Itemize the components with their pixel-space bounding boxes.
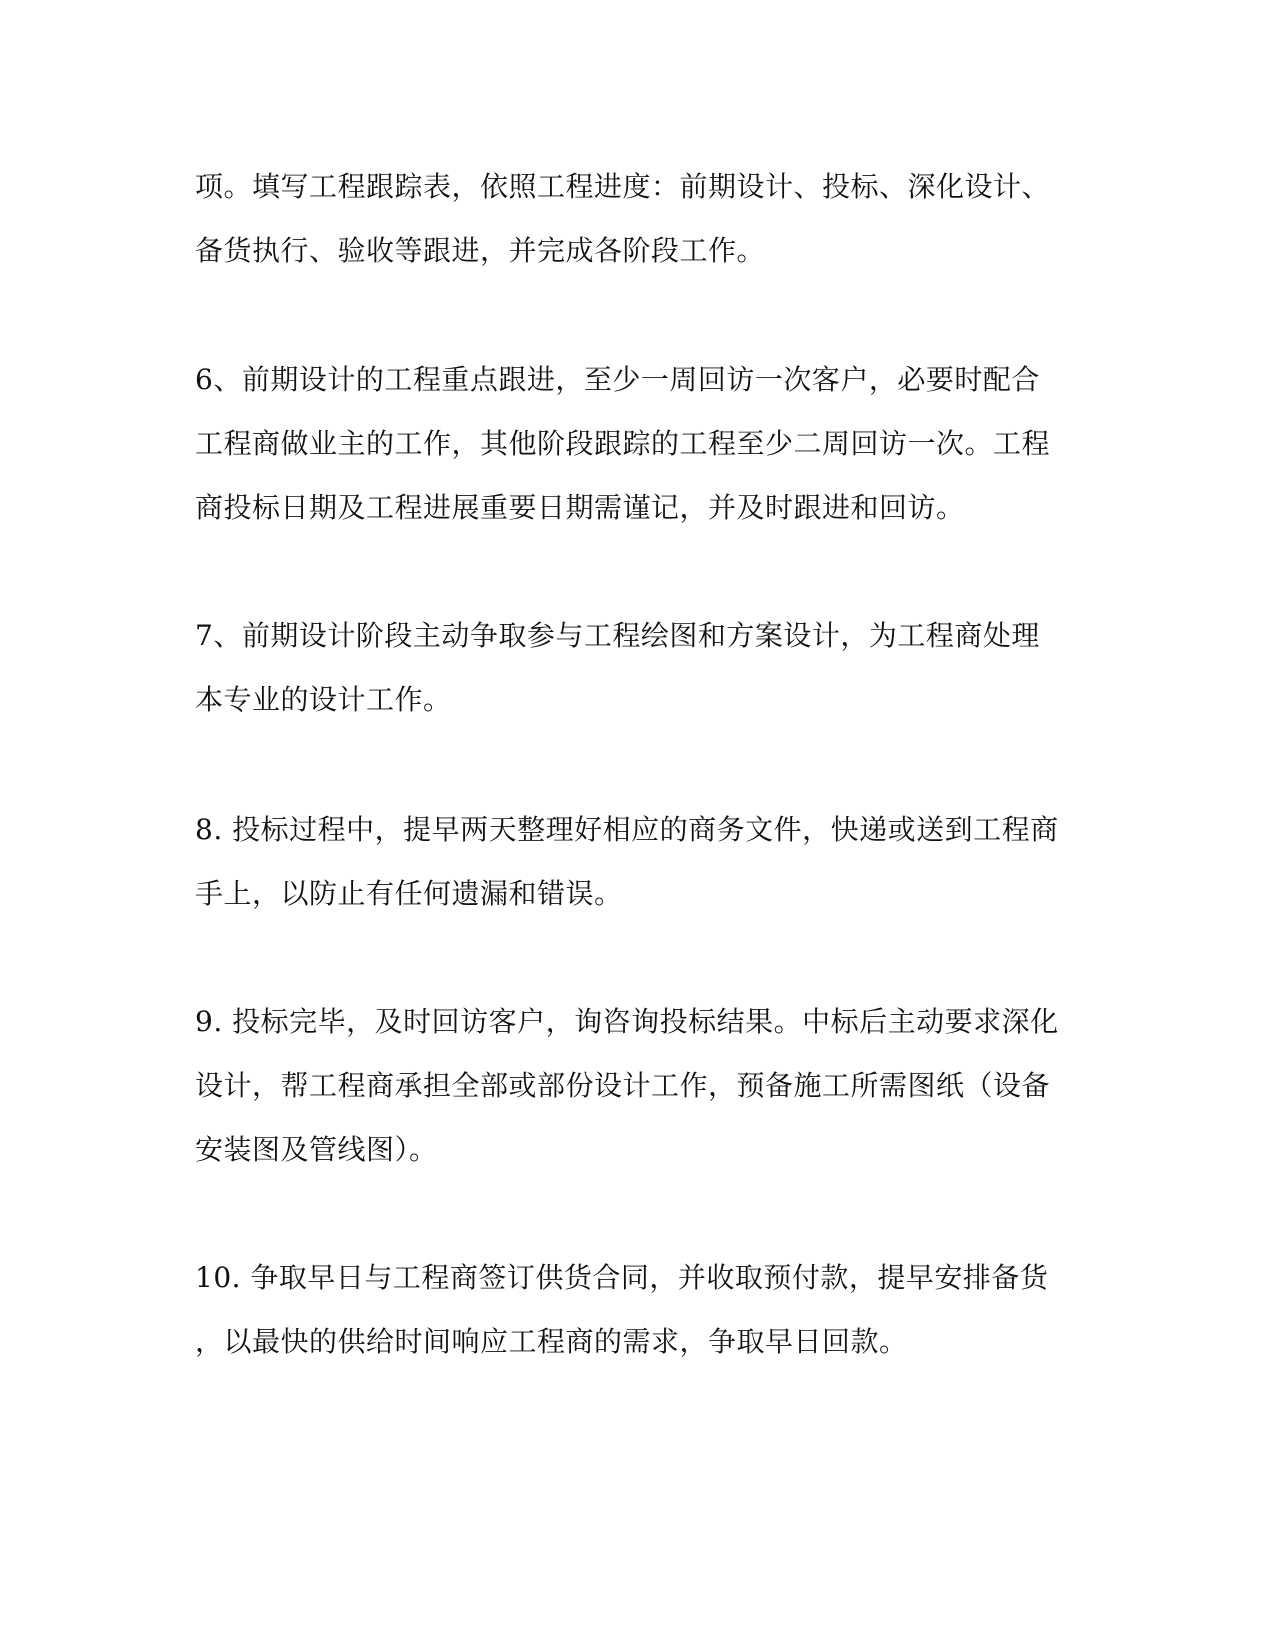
text-line: 工程商做业主的工作，其他阶段跟踪的工程至少二周回访一次。工程 — [195, 427, 1051, 460]
text-line: 7、前期设计阶段主动争取参与工程绘图和方案设计，为工程商处理 — [195, 619, 1040, 652]
paragraph-item-7 — [195, 604, 1095, 732]
text-line: 8. 投标过程中，提早两天整理好相应的商务文件，快递或送到工程商 — [195, 813, 1059, 846]
paragraph-item-6 — [195, 348, 1095, 540]
text-line: 10. 争取早日与工程商签订供货合同，并收取预付款，提早安排备货 — [195, 1261, 1049, 1294]
text-line: 6、前期设计的工程重点跟进，至少一周回访一次客户，必要时配合 — [195, 363, 1040, 396]
text-line: 本专业的设计工作。 — [195, 683, 452, 716]
text-line: ，以最快的供给时间响应工程商的需求，争取早日回款。 — [195, 1325, 908, 1358]
paragraph-item-9 — [195, 990, 1095, 1182]
text-line: 项。填写工程跟踪表，依照工程进度：前期设计、投标、深化设计、 — [195, 170, 1051, 203]
paragraph-continuation — [195, 155, 1095, 283]
text-line: 设计，帮工程商承担全部或部份设计工作，预备施工所需图纸（设备 — [195, 1069, 1051, 1102]
text-line: 商投标日期及工程进展重要日期需谨记，并及时跟进和回访。 — [195, 491, 965, 524]
text-line: 备货执行、验收等跟进，并完成各阶段工作。 — [195, 234, 766, 267]
paragraph-item-10 — [195, 1246, 1095, 1374]
text-line: 9. 投标完毕，及时回访客户，询咨询投标结果。中标后主动要求深化 — [195, 1005, 1059, 1038]
text-line: 手上，以防止有任何遗漏和错误。 — [195, 877, 623, 910]
text-line: 安装图及管线图）。 — [195, 1133, 438, 1166]
paragraph-item-8 — [195, 798, 1095, 926]
